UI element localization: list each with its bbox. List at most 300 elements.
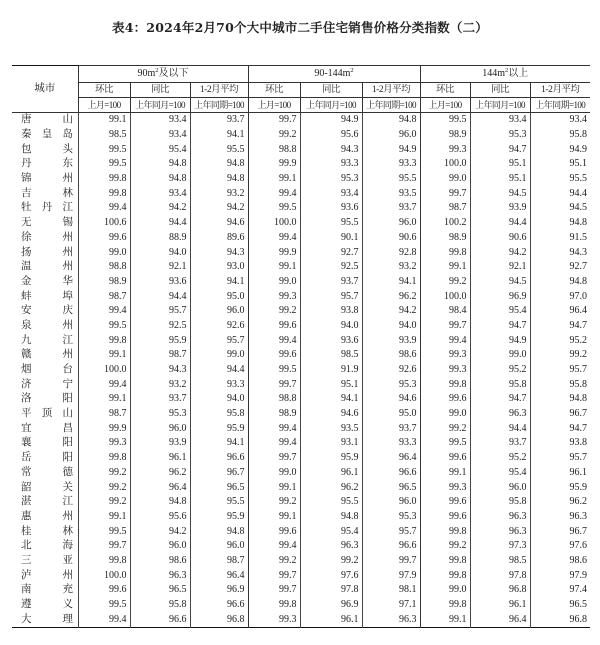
city-char: 华 [62,275,73,287]
index-value: 94.9 [530,142,590,157]
city-char: 平 [21,408,32,420]
city-char: 泸 [21,569,32,581]
city-char: 泉 [21,319,32,331]
index-value: 99.6 [420,392,470,407]
index-value: 99.0 [248,275,300,290]
index-value: 99.2 [300,554,362,569]
index-value: 97.0 [530,289,590,304]
subcolumn-header: 1-2月平均 [190,83,248,98]
index-value: 95.1 [470,172,530,187]
city-char: 蚌 [21,290,32,302]
index-value: 96.1 [300,466,362,481]
index-value: 96.8 [470,583,530,598]
index-value: 94.1 [190,275,248,290]
index-value: 95.2 [470,363,530,378]
index-value: 99.1 [78,392,130,407]
city-name [12,568,78,583]
index-value: 95.8 [470,377,530,392]
index-value: 94.8 [130,157,190,172]
table-row [12,348,590,363]
index-value: 99.2 [248,304,300,319]
index-value: 99.6 [248,524,300,539]
index-value: 88.9 [130,231,190,246]
index-value: 96.2 [530,495,590,510]
index-value: 99.8 [420,245,470,260]
index-value: 99.4 [248,539,300,554]
index-value: 99.7 [362,554,420,569]
city-char: 州 [62,173,73,185]
index-value: 99.4 [420,333,470,348]
index-value: 97.1 [362,598,420,613]
index-value: 95.8 [470,495,530,510]
index-value: 100.0 [248,216,300,231]
index-value: 99.3 [420,363,470,378]
table-body [12,113,590,628]
city-char: 义 [62,599,73,611]
index-value: 99.1 [78,348,130,363]
index-value: 98.8 [248,392,300,407]
index-value: 94.2 [190,201,248,216]
index-value: 99.5 [78,524,130,539]
index-value: 96.4 [190,568,248,583]
index-value: 93.2 [190,186,248,201]
index-value: 96.6 [362,539,420,554]
index-value: 95.0 [362,407,420,422]
index-value: 99.4 [248,333,300,348]
index-value: 96.2 [300,480,362,495]
index-value: 94.9 [300,113,362,128]
index-value: 95.7 [190,333,248,348]
index-value: 95.5 [300,495,362,510]
index-value: 98.7 [420,201,470,216]
city-char: 襄 [21,437,32,449]
index-value: 99.0 [420,583,470,598]
city-char: 锡 [62,217,73,229]
table-row [12,363,590,378]
city-char: 安 [21,305,32,317]
subcolumn-header: 1-2月平均 [362,83,420,98]
city-char: 州 [62,569,73,581]
index-value: 94.3 [190,245,248,260]
index-value: 95.7 [362,524,420,539]
unit-header: 上年同月=100 [130,98,190,113]
index-value: 90.6 [470,231,530,246]
index-value: 95.9 [130,333,190,348]
index-value: 95.4 [470,304,530,319]
index-value: 95.3 [362,377,420,392]
index-value: 99.5 [78,598,130,613]
index-value: 99.1 [248,510,300,525]
table-row [12,466,590,481]
index-value: 99.1 [248,260,300,275]
index-value: 94.4 [130,289,190,304]
city-char: 岛 [62,129,73,141]
city-char: 宜 [21,422,32,434]
index-value: 94.8 [362,113,420,128]
index-value: 99.0 [78,245,130,260]
index-value: 99.5 [78,142,130,157]
city-name [12,612,78,627]
index-value: 99.4 [248,231,300,246]
city-char: 济 [21,378,32,390]
index-value: 96.1 [300,612,362,627]
index-value: 100.0 [78,568,130,583]
city-char: 理 [62,613,73,625]
index-value: 96.5 [530,598,590,613]
index-value: 99.2 [248,495,300,510]
index-value: 92.6 [190,319,248,334]
index-value: 98.4 [420,304,470,319]
city-char: 头 [62,143,73,155]
index-value: 99.8 [420,377,470,392]
index-value: 99.5 [78,157,130,172]
index-value: 96.3 [470,510,530,525]
table-row [12,275,590,290]
table-row [12,186,590,201]
index-value: 93.4 [130,113,190,128]
index-value: 95.4 [470,466,530,481]
index-value: 93.3 [362,157,420,172]
city-char: 德 [62,466,73,478]
index-value: 99.2 [420,539,470,554]
index-value: 93.2 [130,377,190,392]
index-value: 94.8 [530,216,590,231]
table-row [12,231,590,246]
index-value: 94.8 [130,495,190,510]
index-value: 94.2 [130,524,190,539]
index-value: 96.8 [190,612,248,627]
index-value: 96.1 [130,451,190,466]
index-value: 98.7 [130,348,190,363]
index-value: 99.1 [420,260,470,275]
index-value: 98.8 [78,260,130,275]
index-value: 99.0 [248,466,300,481]
index-value: 99.2 [78,466,130,481]
index-value: 92.1 [470,260,530,275]
index-value: 94.5 [470,186,530,201]
city-char: 洛 [21,393,32,405]
index-value: 94.0 [362,319,420,334]
city-char: 包 [21,143,32,155]
city-char: 北 [21,540,32,552]
index-value: 96.3 [530,510,590,525]
index-value: 95.8 [530,377,590,392]
index-value: 94.2 [362,304,420,319]
city-char: 丹 [41,202,53,214]
city-char: 山 [62,114,73,126]
city-char: 徐 [21,231,32,243]
city-name [12,157,78,172]
index-value: 95.3 [300,172,362,187]
unit-header: 上年同月=100 [300,98,362,113]
unit-header: 上年同期=100 [362,98,420,113]
index-value: 93.7 [362,201,420,216]
index-value: 99.7 [78,539,130,554]
index-value: 94.0 [300,319,362,334]
index-value: 99.7 [248,377,300,392]
city-char: 九 [21,334,32,346]
table-row [12,583,590,598]
city-char: 皇 [41,129,53,141]
city-name [12,142,78,157]
index-value: 95.5 [300,216,362,231]
index-value: 99.4 [78,304,130,319]
city-name [12,348,78,363]
index-value: 94.8 [530,275,590,290]
index-value: 96.1 [530,466,590,481]
index-value: 91.9 [300,363,362,378]
index-value: 95.4 [300,524,362,539]
city-char: 牡 [21,202,32,214]
index-value: 96.6 [130,612,190,627]
city-char: 烟 [21,364,32,376]
city-char: 南 [21,584,32,596]
index-value: 98.6 [130,554,190,569]
price-index-table [12,65,590,628]
index-value: 99.9 [248,245,300,260]
index-value: 93.9 [362,333,420,348]
city-char: 大 [21,613,32,625]
city-name [12,480,78,495]
index-value: 94.1 [362,275,420,290]
city-char: 关 [62,481,73,493]
index-value: 93.8 [530,436,590,451]
index-value: 96.1 [470,598,530,613]
index-value: 91.5 [530,231,590,246]
index-value: 96.5 [190,480,248,495]
city-name [12,407,78,422]
table-row [12,216,590,231]
city-char: 州 [62,231,73,243]
index-value: 95.5 [190,495,248,510]
index-value: 95.0 [190,289,248,304]
index-value: 92.7 [530,260,590,275]
index-value: 96.0 [362,128,420,143]
city-char: 阳 [62,437,73,449]
index-value: 98.9 [420,128,470,143]
unit-header: 上月=100 [78,98,130,113]
city-name [12,172,78,187]
index-value: 92.5 [300,260,362,275]
index-value: 99.3 [248,289,300,304]
city-char: 三 [21,554,32,566]
subcolumn-header: 1-2月平均 [530,83,590,98]
index-value: 94.8 [130,172,190,187]
city-char: 湛 [21,496,32,508]
table-row [12,245,590,260]
index-value: 95.8 [530,128,590,143]
index-value: 99.6 [420,451,470,466]
index-value: 94.7 [470,142,530,157]
index-value: 94.2 [130,201,190,216]
index-value: 99.8 [248,598,300,613]
city-char: 丹 [21,158,32,170]
table-row [12,128,590,143]
index-value: 96.9 [470,289,530,304]
city-char: 赣 [21,349,32,361]
index-value: 99.9 [248,157,300,172]
index-value: 93.4 [130,186,190,201]
index-value: 99.6 [78,583,130,598]
index-value: 99.2 [248,554,300,569]
index-value: 99.2 [78,480,130,495]
index-value: 100.6 [78,216,130,231]
table-row [12,377,590,392]
table-row [12,333,590,348]
index-value: 93.4 [470,113,530,128]
index-value: 94.5 [530,201,590,216]
index-value: 93.6 [300,333,362,348]
index-value: 95.3 [130,407,190,422]
index-value: 94.7 [470,392,530,407]
index-value: 98.9 [420,231,470,246]
index-value: 95.4 [130,142,190,157]
city-name [12,451,78,466]
city-char: 韶 [21,481,32,493]
index-value: 98.9 [78,275,130,290]
index-value: 95.1 [530,157,590,172]
index-value: 99.1 [78,113,130,128]
unit-header: 上月=100 [248,98,300,113]
index-value: 99.2 [420,275,470,290]
index-value: 95.7 [300,289,362,304]
index-value: 97.8 [300,583,362,598]
subcolumn-header: 同比 [300,83,362,98]
index-value: 96.9 [300,598,362,613]
city-name [12,245,78,260]
index-value: 93.9 [130,436,190,451]
index-value: 96.0 [190,539,248,554]
index-value: 96.4 [362,451,420,466]
index-value: 93.0 [190,260,248,275]
city-column-header: 城市 [12,66,78,113]
index-value: 97.3 [470,539,530,554]
index-value: 95.9 [190,510,248,525]
table-row [12,568,590,583]
subcolumn-header: 同比 [470,83,530,98]
table-row [12,157,590,172]
index-value: 95.9 [530,480,590,495]
index-value: 93.4 [530,113,590,128]
table-row [12,201,590,216]
city-name [12,377,78,392]
city-char: 锦 [21,173,32,185]
index-value: 99.2 [248,128,300,143]
index-value: 96.4 [130,480,190,495]
table-row [12,113,590,128]
index-value: 98.7 [78,289,130,304]
city-char: 东 [62,158,73,170]
city-name [12,333,78,348]
city-name [12,510,78,525]
index-value: 99.8 [78,186,130,201]
index-value: 98.6 [530,554,590,569]
city-char: 台 [62,364,73,376]
subcolumn-header: 环比 [420,83,470,98]
index-value: 94.4 [470,421,530,436]
index-value: 99.3 [248,612,300,627]
index-value: 99.8 [420,598,470,613]
city-char: 山 [62,408,73,420]
index-value: 95.7 [530,451,590,466]
unit-header: 上年同期=100 [530,98,590,113]
city-name [12,128,78,143]
index-value: 94.4 [190,363,248,378]
index-value: 99.4 [78,377,130,392]
city-char: 林 [62,525,73,537]
city-char: 庆 [62,305,73,317]
index-value: 93.3 [300,157,362,172]
index-value: 96.7 [530,524,590,539]
city-name [12,495,78,510]
index-value: 99.3 [420,348,470,363]
city-char: 宁 [62,378,73,390]
city-char: 海 [62,540,73,552]
table-row [12,451,590,466]
city-name [12,319,78,334]
index-value: 96.0 [470,480,530,495]
index-value: 95.7 [530,363,590,378]
index-value: 93.5 [300,421,362,436]
index-value: 94.0 [190,392,248,407]
index-value: 100.0 [420,289,470,304]
subcolumn-header: 环比 [248,83,300,98]
index-value: 99.8 [78,554,130,569]
index-value: 99.8 [420,554,470,569]
index-value: 96.9 [190,583,248,598]
index-value: 99.0 [420,407,470,422]
index-value: 99.3 [420,142,470,157]
city-name [12,598,78,613]
index-value: 99.8 [420,568,470,583]
table-row [12,480,590,495]
unit-header: 上月=100 [420,98,470,113]
index-value: 95.2 [530,333,590,348]
index-value: 97.6 [300,568,362,583]
index-value: 99.2 [420,421,470,436]
index-value: 93.6 [300,201,362,216]
index-value: 94.7 [470,319,530,334]
index-value: 94.1 [190,128,248,143]
city-char: 吉 [21,187,32,199]
index-value: 94.6 [300,407,362,422]
index-value: 93.2 [362,260,420,275]
index-value: 100.0 [420,157,470,172]
index-value: 99.1 [78,510,130,525]
city-name [12,216,78,231]
index-value: 96.0 [130,539,190,554]
index-value: 94.4 [470,216,530,231]
index-value: 96.7 [530,407,590,422]
city-name [12,113,78,128]
index-value: 96.2 [362,289,420,304]
index-value: 99.4 [78,612,130,627]
city-char: 江 [62,202,73,214]
index-value: 94.7 [530,319,590,334]
city-name [12,231,78,246]
city-char: 阳 [62,393,73,405]
unit-header: 上年同月=100 [470,98,530,113]
index-value: 93.7 [190,113,248,128]
index-value: 99.4 [248,421,300,436]
index-value: 99.5 [248,363,300,378]
index-value: 92.5 [130,319,190,334]
index-value: 93.8 [300,304,362,319]
city-char: 金 [21,275,32,287]
index-value: 95.2 [470,451,530,466]
index-value: 99.7 [420,319,470,334]
index-value: 97.8 [470,568,530,583]
